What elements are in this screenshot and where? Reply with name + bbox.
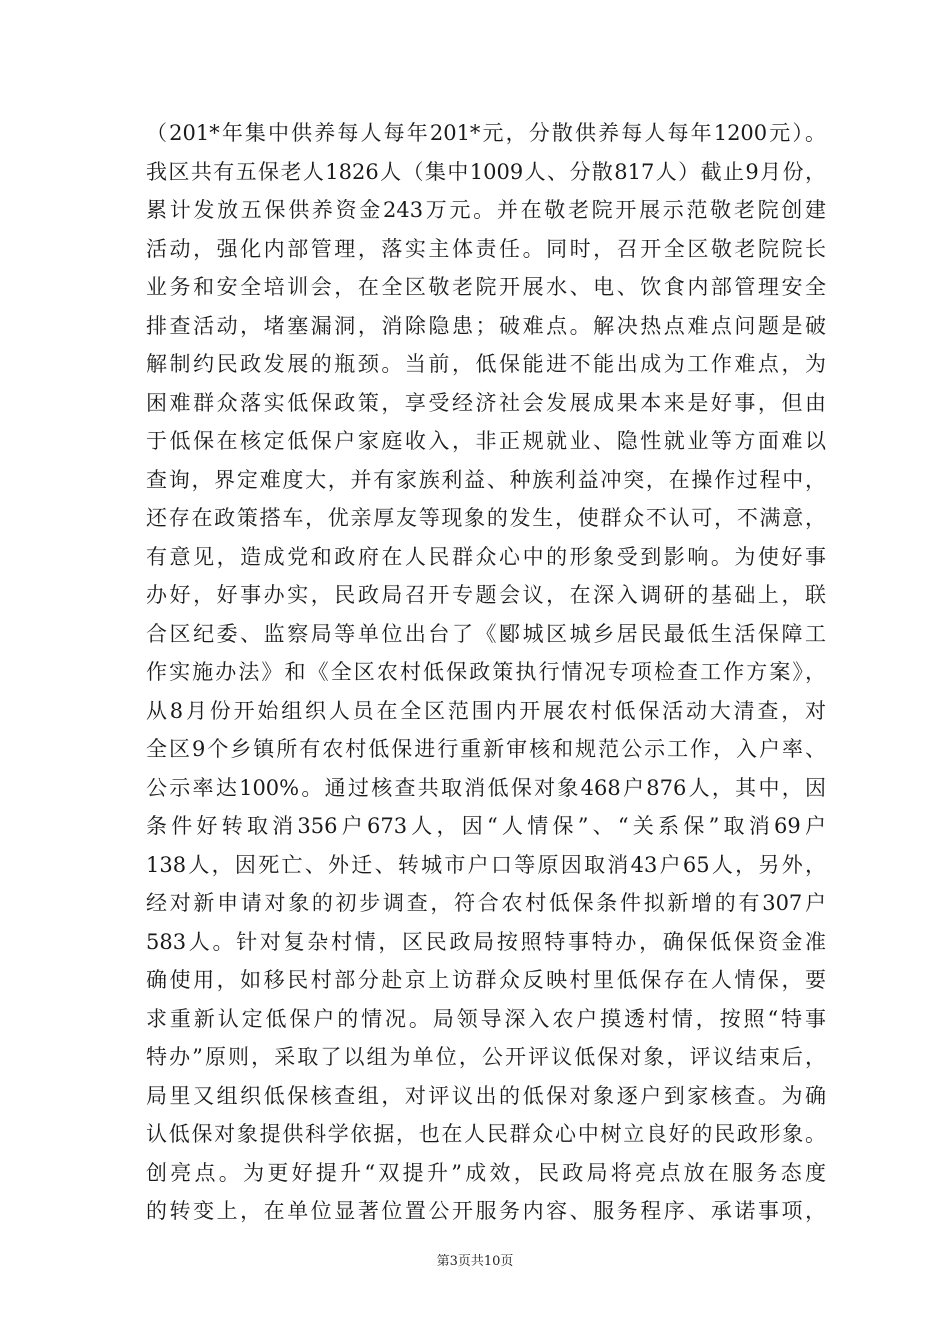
text-line: 确使用，如移民村部分赴京上访群众反映村里低保存在人情保，要 bbox=[146, 968, 826, 992]
text-line: 有意见，造成党和政府在人民群众心中的形象受到影响。为使好事 bbox=[146, 544, 826, 569]
text-line: 创亮点。为更好提升“双提升”成效，民政局将亮点放在服务态度 bbox=[146, 1160, 826, 1185]
text-line: （201*年集中供养每人每年201*元，分散供养每人每年1200元）。 bbox=[146, 121, 826, 145]
page-number: 第3页共10页 bbox=[436, 1254, 514, 1269]
text-line: 解制约民政发展的瓶颈。当前，低保能进不能出成为工作难点，为 bbox=[146, 352, 826, 376]
text-line: 作实施办法》和《全区农村低保政策执行情况专项检查工作方案》， bbox=[146, 660, 826, 684]
text-line: 583人。针对复杂村情，区民政局按照特事特办，确保低保资金准 bbox=[146, 929, 826, 954]
text-line: 局里又组织低保核查组，对评议出的低保对象逐户到家核查。为确 bbox=[146, 1083, 826, 1108]
text-line: 的转变上，在单位显著位置公开服务内容、服务程序、承诺事项， bbox=[146, 1199, 826, 1223]
text-line: 认低保对象提供科学依据，也在人民群众心中树立良好的民政形象。 bbox=[146, 1122, 826, 1146]
text-line: 从8月份开始组织人员在全区范围内开展农村低保活动大清查，对 bbox=[146, 698, 826, 723]
text-line: 条件好转取消356户673人，因“人情保”、“关系保”取消69户 bbox=[146, 814, 826, 838]
text-line: 还存在政策搭车，优亲厚友等现象的发生，使群众不认可，不满意， bbox=[146, 506, 826, 530]
text-line: 排查活动，堵塞漏洞，消除隐患；破难点。解决热点难点问题是破 bbox=[146, 313, 826, 338]
text-line: 全区9个乡镇所有农村低保进行重新审核和规范公示工作，入户率、 bbox=[146, 737, 826, 761]
text-line: 我区共有五保老人1826人（集中1009人、分散817人）截止9月份， bbox=[146, 159, 826, 184]
text-line: 困难群众落实低保政策，享受经济社会发展成果本来是好事，但由 bbox=[146, 390, 826, 415]
text-line: 特办”原则，采取了以组为单位，公开评议低保对象，评议结束后， bbox=[146, 1045, 826, 1069]
body-text bbox=[146, 114, 826, 1231]
text-line: 办好，好事办实，民政局召开专题会议，在深入调研的基础上，联 bbox=[146, 583, 826, 607]
text-line: 累计发放五保供养资金243万元。并在敬老院开展示范敬老院创建 bbox=[146, 198, 826, 222]
text-line: 活动，强化内部管理，落实主体责任。同时，召开全区敬老院院长 bbox=[146, 236, 826, 261]
text-line: 查询，界定难度大，并有家族利益、种族利益冲突，在操作过程中， bbox=[146, 467, 826, 492]
text-line: 业务和安全培训会，在全区敬老院开展水、电、饮食内部管理安全 bbox=[146, 275, 826, 299]
text-line: 求重新认定低保户的情况。局领导深入农户摸透村情，按照“特事 bbox=[146, 1006, 826, 1031]
text-line: 经对新申请对象的初步调查，符合农村低保条件拟新增的有307户 bbox=[146, 891, 826, 915]
text-line: 于低保在核定低保户家庭收入，非正规就业、隐性就业等方面难以 bbox=[146, 429, 826, 453]
text-line: 合区纪委、监察局等单位出台了《郾城区城乡居民最低生活保障工 bbox=[146, 621, 826, 646]
text-line: 公示率达100%。通过核查共取消低保对象468户876人，其中，因 bbox=[146, 775, 826, 800]
text-line: 138人，因死亡、外迁、转城市户口等原因取消43户65人，另外， bbox=[146, 852, 826, 877]
